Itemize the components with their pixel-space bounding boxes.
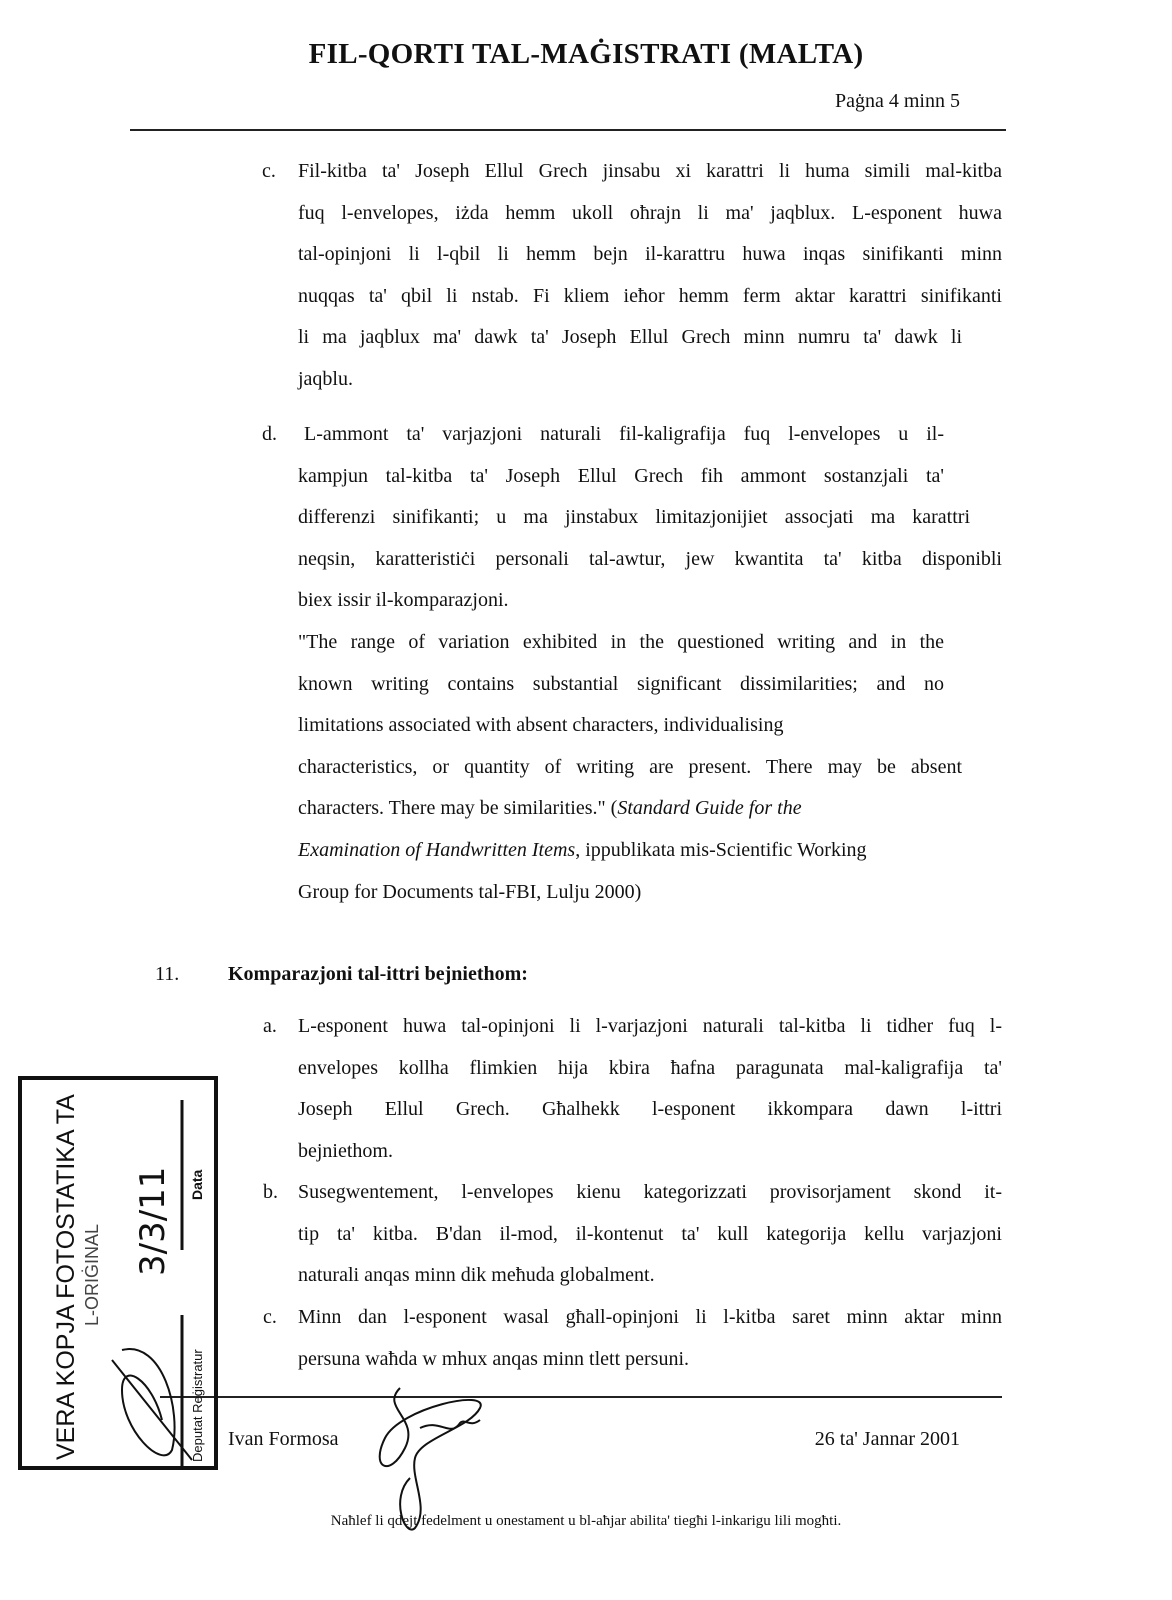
text-line: li ma jaqblux ma' dawk ta' Joseph Ellul Grech minn numru ta' dawk li (298, 326, 962, 349)
item-label-b: b. (263, 1181, 278, 1203)
text-line: differenzi sinifikanti; u ma jinstabux limitazjonijiet assocjati ma karattri (298, 506, 970, 529)
certified-copy-stamp (18, 1076, 218, 1470)
paragraph-c (298, 151, 1002, 401)
citation-title: Examination of Handwritten Items (298, 838, 576, 861)
section-heading: Komparazjoni tal-ittri bejniethom: (228, 963, 528, 985)
text-line: Fil-kitba ta' Joseph Ellul Grech jinsabu xi karattri li huma simili mal-kitba (298, 160, 1002, 182)
page-number: Paġna 4 minn 5 (835, 90, 960, 112)
date-label: Data (189, 1169, 205, 1200)
paragraph-11a (298, 1006, 1002, 1172)
item-label-a: a. (263, 1015, 277, 1037)
court-title: FIL-QORTI TAL-MAĠISTRATI (MALTA) (308, 38, 864, 70)
quote-line (298, 788, 944, 830)
text-line: Susegwentement, l-envelopes kienu kategorizzati provisorjament skond it- (298, 1181, 1002, 1203)
quote-line: Group for Documents tal-FBI, Lulju 2000) (298, 880, 642, 903)
quote-line: limitations associated with absent characters, individualising (298, 714, 784, 737)
paragraph-11b (298, 1172, 1002, 1297)
stamp-signature (112, 1349, 192, 1460)
stamp-subtitle: L-ORIĠINAL (82, 1223, 102, 1326)
text-line: nuqqas ta' qbil li nstab. Fi kliem ieħor hemm ferm aktar karattri sinifikanti (298, 284, 1002, 307)
text-line: tal-opinjoni li l-qbil li hemm bejn il-karattru huwa inqas sinifikanti minn (298, 243, 1002, 266)
paragraph-11c (298, 1297, 1002, 1380)
text-line: Minn dan l-esponent wasal għall-opinjoni li l-kitba saret minn aktar minn (298, 1306, 1002, 1328)
text-line: biex issir il-komparazjoni. (298, 589, 509, 612)
citation-text: , ippublikata mis-Scientific Working (575, 838, 867, 861)
item-label-c: c. (262, 160, 276, 182)
signer-label: Deputat Reġistratur (190, 1349, 205, 1462)
stamp-title: VERA KOPJA FOTOSTATIKA TA (52, 1094, 80, 1460)
quote-line: "The range of variation exhibited in the questioned writing and in the (298, 630, 944, 653)
text-line: tip ta' kitba. B'dan il-mod, il-kontenut ta' kull kategorija kellu varjazjoni (298, 1222, 1002, 1245)
text-line: kampjun tal-kitba ta' Joseph Ellul Grech fih ammont sostanzjali ta' (298, 464, 944, 487)
text-line: naturali anqas minn dik meħuda globalment. (298, 1264, 655, 1287)
quote-line (298, 830, 944, 872)
text-line: bejniethom. (298, 1139, 393, 1162)
text-line: jaqblu. (298, 367, 353, 390)
handwritten-date: 3/3/11 (133, 1166, 173, 1276)
text-line: L-esponent huwa tal-opinjoni li l-varjazjoni naturali tal-kitba li tidher fuq l- (298, 1015, 1002, 1037)
signature-rule (160, 1396, 1002, 1398)
section-number: 11. (155, 963, 180, 985)
quote-line: known writing contains substantial significant dissimilarities; and no (298, 672, 944, 695)
item-label-d: d. (262, 423, 277, 445)
text-line: envelopes kollha flimkien hija kbira ħafna paragunata mal-kaligrafija ta' (298, 1056, 1002, 1079)
citation-title: Standard Guide for the (617, 797, 802, 820)
header-rule (130, 129, 1006, 131)
text-line: fuq l-envelopes, iżda hemm ukoll oħrajn li ma' jaqblux. L-esponent huwa (298, 201, 1002, 224)
paragraph-d (298, 414, 1002, 913)
item-label-c2: c. (263, 1306, 277, 1328)
quote-text: characters. There may be similarities." ( (298, 797, 618, 820)
text-line: L-ammont ta' varjazjoni naturali fil-kaligrafija fuq l-envelopes u il- (304, 423, 944, 445)
text-line: neqsin, karatteristiċi personali tal-awtur, jew kwantita ta' kitba disponibli (298, 547, 1002, 570)
text-line: persuna waħda w mhux anqas minn tlett persuni. (298, 1347, 690, 1370)
signer-name: Ivan Formosa (228, 1428, 339, 1450)
signature-date: 26 ta' Jannar 2001 (814, 1428, 960, 1450)
text-line: Joseph Ellul Grech. Għalhekk l-esponent ikkompara dawn l-ittri (298, 1098, 1002, 1121)
quote-line: characteristics, or quantity of writing are present. There may be absent (298, 755, 962, 778)
oath-footer: Naħlef li qdejt fedelment u onestament u bl-aħjar abilita' tiegħi l-inkarigu lili mogħti. (330, 1513, 842, 1529)
stamp-graphic (22, 1080, 214, 1466)
